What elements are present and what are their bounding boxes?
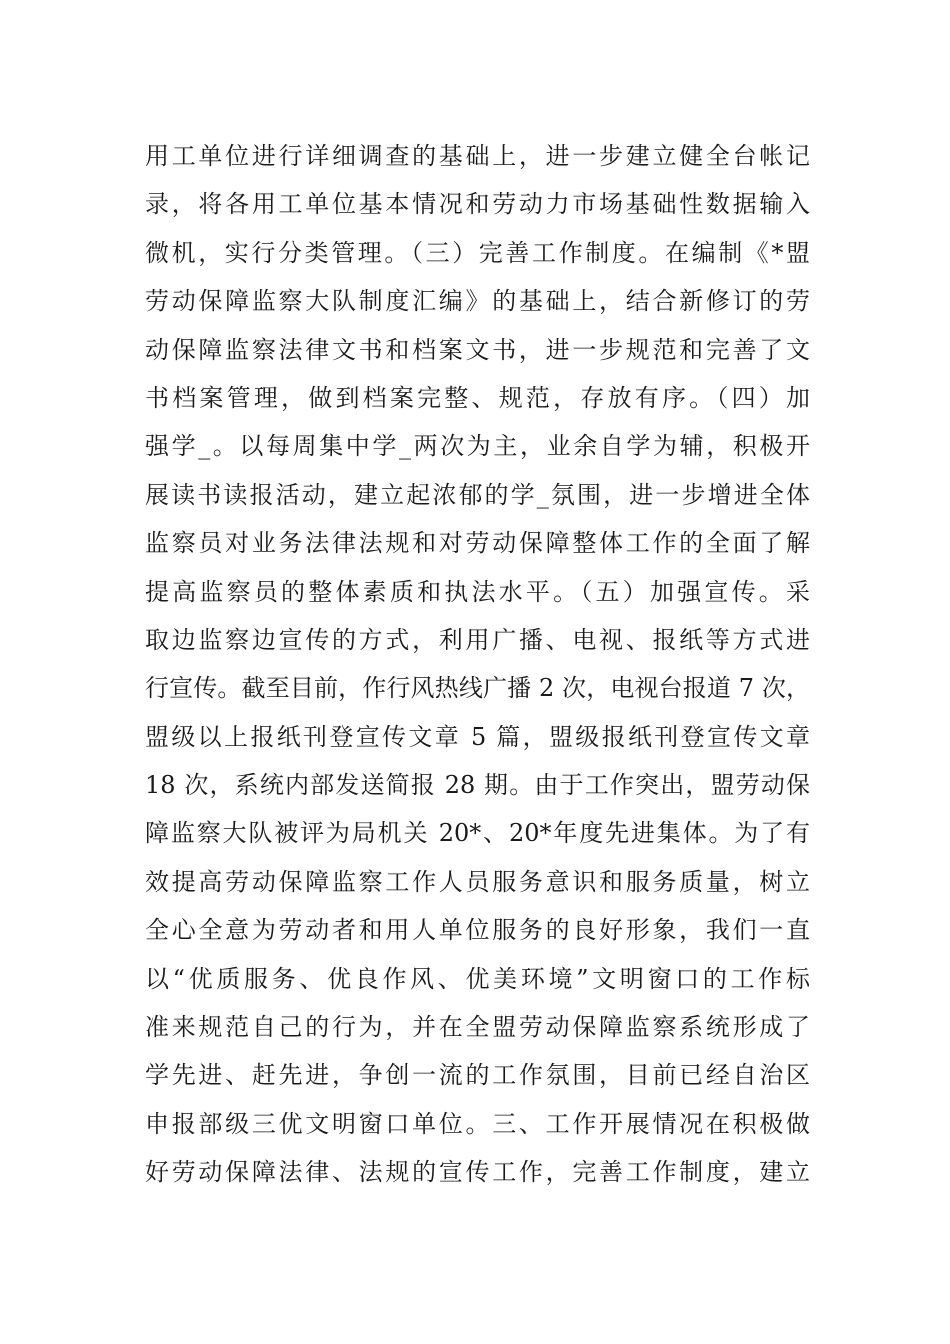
text-line: 障监察大队被评为局机关 20*、20*年度先进集体。为了有 xyxy=(145,819,810,848)
text-line: 全心全意为劳动者和用人单位服务的良好形象，我们一直 xyxy=(145,916,810,945)
text-line: 监察员对业务法律法规和对劳动保障整体工作的全面了解 xyxy=(145,529,810,558)
text-line: 录，将各用工单位基本情况和劳动力市场基础性数据输入 xyxy=(145,190,810,219)
text-line: 强学_。以每周集中学_两次为主，业余自学为辅，积极开 xyxy=(145,432,810,461)
text-line: 提高监察员的整体素质和执法水平。（五）加强宣传。采 xyxy=(145,577,810,606)
text-line: 申报部级三优文明窗口单位。三、工作开展情况在积极做 xyxy=(145,1109,810,1138)
text-line: 好劳动保障法律、法规的宣传工作，完善工作制度，建立 xyxy=(145,1158,810,1187)
text-line: 展读书读报活动，建立起浓郁的学_氛围，进一步增进全体 xyxy=(145,480,810,509)
text-line: 取边监察边宣传的方式，利用广播、电视、报纸等方式进 xyxy=(145,625,810,654)
text-line: 用工单位进行详细调查的基础上，进一步建立健全台帐记 xyxy=(145,142,810,170)
text-line: 劳动保障监察大队制度汇编》的基础上，结合新修订的劳 xyxy=(145,287,810,316)
text-line: 效提高劳动保障监察工作人员服务意识和服务质量，树立 xyxy=(145,867,810,896)
text-line: 18 次，系统内部发送简报 28 期。由于工作突出，盟劳动保 xyxy=(145,771,810,800)
body-text xyxy=(145,132,810,1197)
text-line: 准来规范自己的行为，并在全盟劳动保障监察系统形成了 xyxy=(145,1013,810,1042)
text-line: 学先进、赶先进，争创一流的工作氛围，目前已经自治区 xyxy=(145,1061,810,1090)
text-line: 书档案管理，做到档案完整、规范，存放有序。（四）加 xyxy=(145,383,810,412)
text-line: 行宣传。截至目前，作行风热线广播 2 次，电视台报道 7 次， xyxy=(145,674,810,703)
text-line: 微机，实行分类管理。（三）完善工作制度。在编制《*盟 xyxy=(145,238,810,267)
text-line: 盟级以上报纸刊登宣传文章 5 篇，盟级报纸刊登宣传文章 xyxy=(145,722,810,751)
text-line: 动保障监察法律文书和档案文书，进一步规范和完善了文 xyxy=(145,335,810,364)
text-line: 以“优质服务、优良作风、优美环境”文明窗口的工作标 xyxy=(145,964,810,993)
